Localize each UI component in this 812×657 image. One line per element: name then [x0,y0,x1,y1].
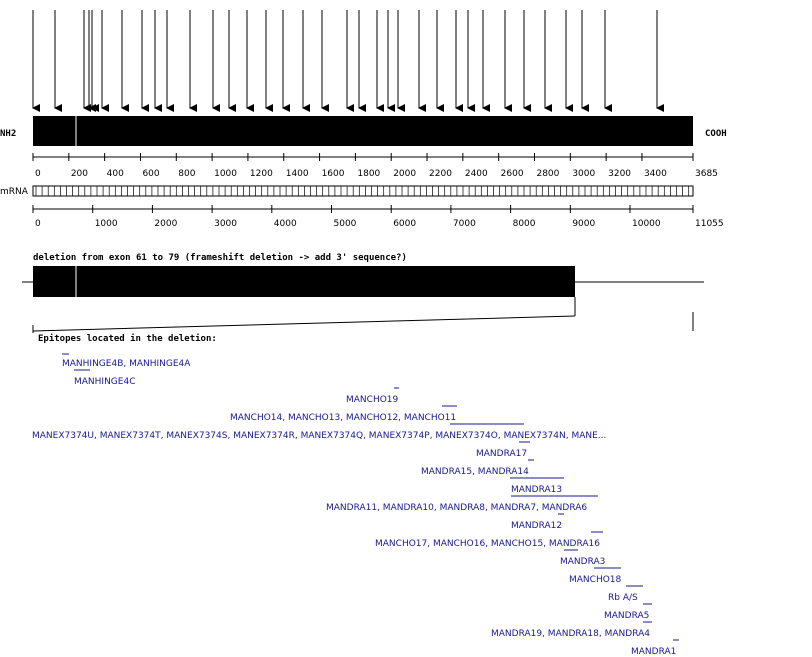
epitope-row[interactable]: MANHINGE4B, MANHINGE4A [62,359,191,369]
aa-tick-label: 3400 [643,169,667,179]
aa-tick-label: 2600 [500,169,524,179]
mrna-exon-track [33,186,693,196]
epitope-row[interactable]: MANDRA19, MANDRA18, MANDRA4 [491,629,650,639]
nterm-label: NH2 [0,129,17,139]
epitope-row[interactable]: MANCHO17, MANCHO16, MANCHO15, MANDRA16 [375,539,600,549]
epitope-row[interactable]: MANDRA13 [511,485,563,495]
epitope-row[interactable]: MANDRA1 [631,647,677,657]
mrna-tick-label: 3000 [214,219,238,229]
aa-tick-label: 2000 [393,169,417,179]
epitopes-header: Epitopes located in the deletion: [38,334,217,344]
mrna-tick-label: 0 [35,219,41,229]
aa-tick-label: 3685 [695,169,718,179]
aa-tick-label: 3200 [608,169,632,179]
aa-tick-label: 2200 [429,169,452,179]
epitope-arrows [33,10,657,108]
aa-tick-label: 2800 [536,169,560,179]
deletion-zoom-line [33,316,575,331]
mrna-tick-label: 2000 [154,219,178,229]
aa-tick-label: 2400 [464,169,488,179]
epitope-row[interactable]: MANCHO19 [346,395,399,405]
aa-tick-label: 800 [178,169,196,179]
epitope-row[interactable]: MANDRA15, MANDRA14 [421,467,529,477]
aa-tick-label: 3000 [572,169,596,179]
aa-tick-label: 1800 [357,169,381,179]
mrna-tick-label: 5000 [333,219,357,229]
aa-tick-label: 1600 [321,169,345,179]
aa-tick-label: 1200 [249,169,273,179]
epitope-row[interactable]: MANDRA5 [604,611,650,621]
aa-tick-label: 600 [142,169,160,179]
epitope-row[interactable]: MANDRA3 [560,557,606,567]
epitope-list [32,354,679,657]
mrna-tick-label: 9000 [572,219,596,229]
mrna-tick-label: 4000 [273,219,297,229]
aa-tick-label: 1000 [214,169,238,179]
epitope-row[interactable]: MANEX7374U, MANEX7374T, MANEX7374S, MANEX7374R, MANEX7374Q, MANEX7374P, MANEX7374O, MANEX7374N, MANE... [32,431,607,441]
mrna-label: mRNA [0,187,28,197]
aa-tick-label: 400 [106,169,124,179]
epitope-row[interactable]: MANDRA12 [511,521,563,531]
aa-tick-label: 1400 [285,169,309,179]
mrna-tick-label: 11055 [695,219,724,229]
aa-tick-label: 0 [35,169,41,179]
mrna-tick-label: 6000 [393,219,417,229]
cterm-label: COOH [705,129,727,139]
epitope-row[interactable]: MANCHO14, MANCHO13, MANCHO12, MANCHO11 [230,413,457,423]
deletion-title: deletion from exon 61 to 79 (frameshift deletion -> add 3' sequence?) [33,253,407,263]
protein-bar [33,116,693,146]
aa-tick-label: 200 [70,169,89,179]
mrna-tick-label: 7000 [452,219,476,229]
epitope-row[interactable]: MANHINGE4C [74,377,136,387]
epitope-row[interactable]: MANDRA11, MANDRA10, MANDRA8, MANDRA7, MANDRA6 [326,503,588,513]
mrna-tick-label: 1000 [94,219,118,229]
deletion-protein-bar [33,266,575,297]
epitope-row[interactable]: MANDRA17 [476,449,528,459]
mrna-tick-label: 8000 [512,219,536,229]
epitope-row[interactable]: Rb A/S [608,593,638,603]
mrna-tick-label: 10000 [632,219,661,229]
epitope-row[interactable]: MANCHO18 [569,575,622,585]
